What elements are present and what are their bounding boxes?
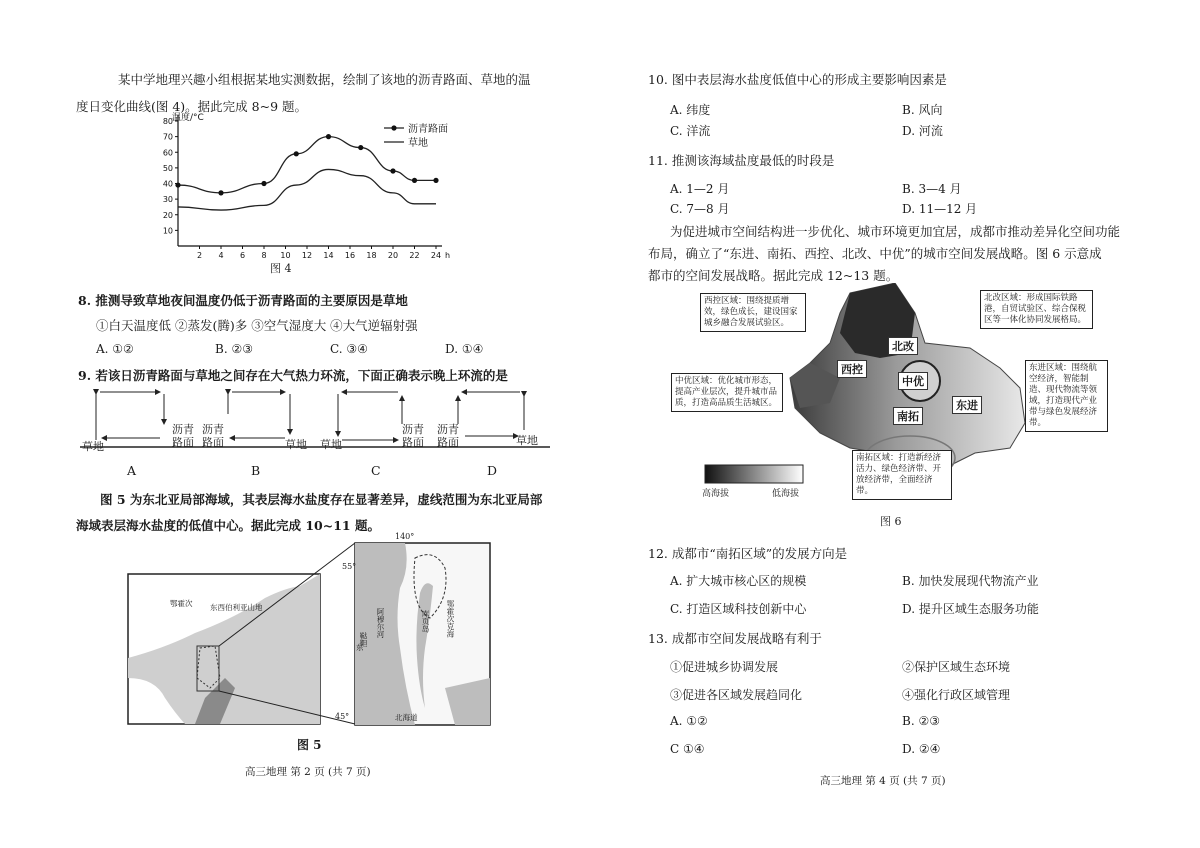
fig6-label-west: 西控 xyxy=(837,360,867,378)
fig5-strait: 鞑靼 xyxy=(359,632,368,647)
question-9-diagrams xyxy=(80,384,550,474)
y-tick-label: 50 xyxy=(162,163,173,173)
series-point-asphalt xyxy=(326,134,331,139)
fig6-box-center: 中优区域：优化城市形态，提高产业层次，提升城市品质，打造高品质生活城区。 xyxy=(671,373,783,412)
fig6-label-north: 北改 xyxy=(888,337,918,355)
right-page-footer: 高三地理 第 4 页 (共 7 页) xyxy=(820,775,946,787)
q13-item-3: ③促进各区域发展趋同化 xyxy=(670,688,803,702)
figure-6-caption: 图 6 xyxy=(880,515,902,528)
q13-option-d[interactable]: D. ②④ xyxy=(902,742,941,756)
diag-c-right: 沥青 路面 xyxy=(402,423,424,449)
q10-option-d[interactable]: D. 河流 xyxy=(902,124,943,138)
x-tick-label: 16 xyxy=(344,251,356,258)
y-tick-label: 30 xyxy=(162,195,173,205)
diagram-b xyxy=(228,392,290,438)
x-axis-unit: h xyxy=(445,251,451,258)
diag-a-right: 沥青 路面 xyxy=(172,423,194,449)
q12-option-a[interactable]: A. 扩大城市核心区的规模 xyxy=(670,574,807,588)
question-9: 9. 若该日沥青路面与草地之间存在大气热力环流，下面正确表示晚上环流的是 xyxy=(78,368,508,383)
y-tick-label: 60 xyxy=(162,148,173,158)
question-8-items: ①白天温度低 ②蒸发(腾)多 ③空气湿度大 ④大气逆辐射强 xyxy=(96,318,418,333)
intro-6-line1: 为促进城市空间结构进一步优化、城市环境更加宜居，成都市推动差异化空间功能 xyxy=(670,224,1121,239)
q13-item-4: ④强化行政区域管理 xyxy=(902,688,1011,702)
y-tick-label: 40 xyxy=(162,179,173,189)
series-point-asphalt xyxy=(433,178,438,183)
series-point-asphalt xyxy=(390,168,395,173)
fig6-box-east: 东进区域：围绕航空经济，智能制造、现代物流等领域，打造现代产业带与绿色发展经济带。 xyxy=(1025,360,1108,432)
fig5-left-small: 鄂霍次 xyxy=(170,599,193,608)
q10-option-a[interactable]: A. 纬度 xyxy=(670,103,711,117)
x-tick-label: 2 xyxy=(196,251,203,258)
fig6-box-north: 北改区域：形成国际铁路港，自贸试验区、综合保税区等一体化协同发展格局。 xyxy=(980,290,1093,329)
fig6-label-east: 东进 xyxy=(952,396,982,414)
q10-option-b[interactable]: B. 风向 xyxy=(902,103,943,117)
q11-option-c[interactable]: C. 7—8 月 xyxy=(670,202,730,216)
series-point-asphalt xyxy=(412,178,417,183)
x-tick-label: 18 xyxy=(366,251,377,258)
q10-option-c[interactable]: C. 洋流 xyxy=(670,124,711,138)
x-tick-label: 6 xyxy=(239,251,246,258)
q8-option-b[interactable]: B. ②③ xyxy=(215,342,253,356)
fig5-bottom: 北海道 xyxy=(395,713,418,722)
q12-option-c[interactable]: C. 打造区域科技创新中心 xyxy=(670,602,807,616)
x-tick-label: 14 xyxy=(323,251,334,258)
series-point-asphalt xyxy=(358,145,363,150)
x-tick-label: 4 xyxy=(218,251,224,258)
diag-d-left: 沥青 路面 xyxy=(437,423,459,449)
y-tick-label: 70 xyxy=(162,132,173,142)
figure-5-map xyxy=(125,538,495,728)
y-tick-label: 20 xyxy=(162,210,173,220)
q12-option-b[interactable]: B. 加快发展现代物流产业 xyxy=(902,574,1039,588)
question-13: 13. 成都市空间发展战略有利于 xyxy=(648,631,822,646)
q12-option-d[interactable]: D. 提升区域生态服务功能 xyxy=(902,602,1039,616)
diag-c-left: 草地 xyxy=(320,438,342,451)
series-point-asphalt xyxy=(175,182,180,187)
x-tick-label: 24 xyxy=(430,251,442,258)
series-line-asphalt xyxy=(178,137,436,193)
series-line-grass xyxy=(178,169,436,210)
q13-option-c[interactable]: C ①④ xyxy=(670,742,705,756)
question-12: 12. 成都市“南拓区域”的发展方向是 xyxy=(648,546,848,561)
diag-b-right: 草地 xyxy=(285,438,307,451)
left-page-footer: 高三地理 第 2 页 (共 7 页) xyxy=(245,766,371,778)
figure-4-chart xyxy=(150,108,460,258)
diag-b-letter[interactable]: B xyxy=(251,463,261,478)
x-tick-label: 22 xyxy=(409,251,420,258)
fig5-east: 东 xyxy=(356,643,364,652)
y-axis-label: 温度/°C xyxy=(172,113,204,123)
intro-5-line2: 海域表层海水盐度的低值中心。据此完成 10~11 题。 xyxy=(76,518,380,533)
x-tick-label: 12 xyxy=(301,251,313,258)
fig6-box-west: 西控区域：围绕提质增效，绿色成长，建设国家城乡融合发展试验区。 xyxy=(700,293,806,332)
legend-label-asphalt: 沥青路面 xyxy=(408,124,448,135)
series-point-asphalt xyxy=(261,181,266,186)
intro-4-line1: 某中学地理兴趣小组根据某地实测数据，绘制了该地的沥青路面、草地的温 xyxy=(118,72,531,87)
q13-item-1: ①促进城乡协调发展 xyxy=(670,660,779,674)
diag-d-letter[interactable]: D xyxy=(487,463,498,478)
series-point-asphalt xyxy=(294,151,299,156)
question-11: 11. 推测该海域盐度最低的时段是 xyxy=(648,153,835,168)
y-tick-label: 10 xyxy=(162,226,173,236)
intro-4-line2: 度日变化曲线(图 4)。据此完成 8~9 题。 xyxy=(76,99,308,114)
legend-marker-asphalt xyxy=(391,125,396,130)
q11-option-b[interactable]: B. 3—4 月 xyxy=(902,182,962,196)
intro-6-line2: 布局，确立了“东进、南拓、西控、北改、中优”的城市空间发展战略。图 6 示意成 xyxy=(648,246,1102,261)
x-tick-label: 10 xyxy=(280,251,291,258)
intro-5-line1: 图 5 为东北亚局部海域，其表层海水盐度存在显著差异，虚线范围为东北亚局部 xyxy=(100,492,543,507)
diagram-d xyxy=(458,392,524,436)
diag-c-letter[interactable]: C xyxy=(371,463,381,478)
fig5-left-place: 东西伯利亚山地 xyxy=(210,603,263,612)
question-8: 8. 推测导致草地夜间温度仍低于沥青路面的主要原因是草地 xyxy=(78,293,408,308)
fig5-lon: 140° xyxy=(395,532,415,541)
intro-6-line3: 都市的空间发展战略。据此完成 12~13 题。 xyxy=(648,268,899,283)
x-tick-label: 20 xyxy=(387,251,399,258)
q11-option-a[interactable]: A. 1—2 月 xyxy=(670,182,730,196)
fig5-lat45: 45° xyxy=(335,712,350,721)
fig6-legend-low: 低海拔 xyxy=(772,489,800,499)
q8-option-d[interactable]: D. ①④ xyxy=(445,342,484,356)
fig6-legend-high: 高海拔 xyxy=(702,489,730,499)
fig5-river: 阿穆尔河 xyxy=(376,608,385,638)
diag-b-left: 沥青 路面 xyxy=(202,423,224,449)
diag-d-right: 草地 xyxy=(516,434,538,447)
legend-label-grass: 草地 xyxy=(408,138,428,149)
q13-option-b[interactable]: B. ②③ xyxy=(902,714,940,728)
question-10: 10. 图中表层海水盐度低值中心的形成主要影响因素是 xyxy=(648,72,947,87)
fig5-lat55: 55° xyxy=(342,562,357,571)
fig5-island: 库页岛 xyxy=(421,610,430,633)
fig6-label-center: 中优 xyxy=(898,372,928,390)
diag-a-letter[interactable]: A xyxy=(127,463,137,478)
diagram-c xyxy=(338,392,402,440)
q13-option-a[interactable]: A. ①② xyxy=(670,714,708,728)
series-point-asphalt xyxy=(218,190,223,195)
diag-a-left: 草地 xyxy=(82,440,104,453)
diagram-a xyxy=(96,392,164,440)
figure-5-caption: 图 5 xyxy=(297,738,322,752)
figure-4-caption: 图 4 xyxy=(270,262,292,275)
q13-item-2: ②保护区域生态环境 xyxy=(902,660,1011,674)
q11-option-d[interactable]: D. 11—12 月 xyxy=(902,202,978,216)
q8-option-a[interactable]: A. ①② xyxy=(96,342,134,356)
fig6-label-south: 南拓 xyxy=(893,407,923,425)
x-tick-label: 8 xyxy=(261,251,267,258)
fig5-sea: 鄂霍次克海 xyxy=(446,600,455,638)
y-tick-label: 80 xyxy=(162,117,173,126)
fig6-box-south: 南拓区域：打造新经济活力、绿色经济带、开放经济带，全面经济带。 xyxy=(852,450,952,500)
q8-option-c[interactable]: C. ③④ xyxy=(330,342,368,356)
